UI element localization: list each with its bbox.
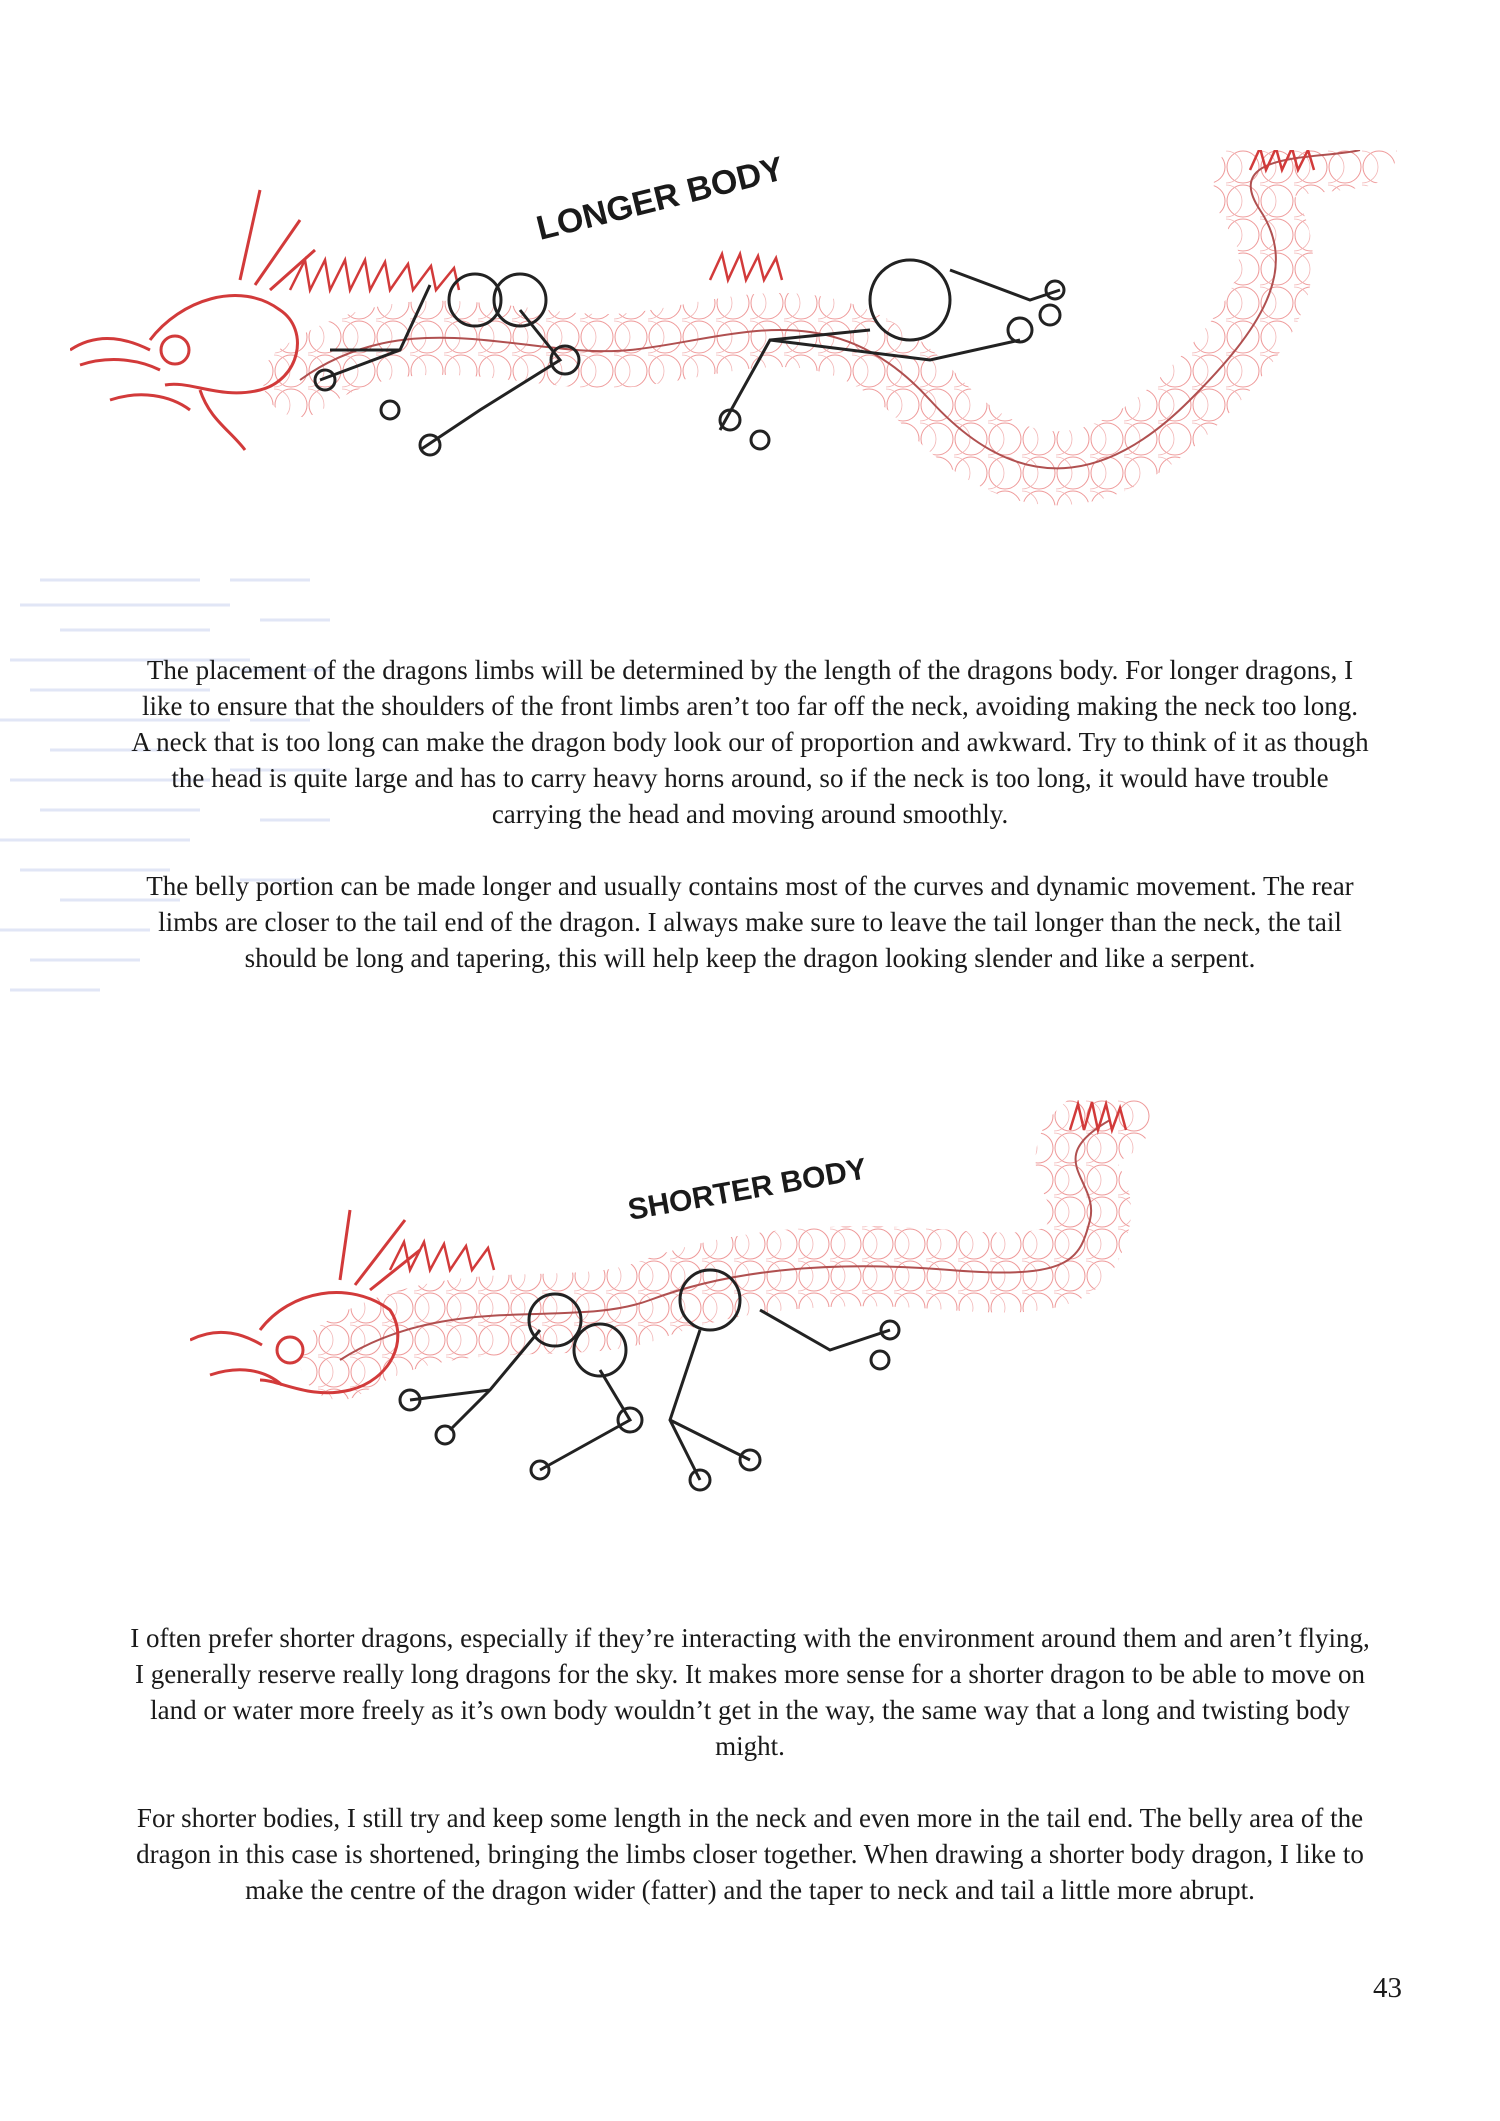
- longer-body-paragraph-1: The placement of the dragons limbs will be determined by the length of the dragons body. For longer dragons, I like to ensure that the shoulders of the front limbs aren’t too far off the neck, avoiding making the neck too long. A neck that is too long can make the dragon body look our of proportion and awkward. Try to think of it as though the head is quite large and has to carry heavy horns around, so if the neck is too long, it would have trouble carrying the head and moving around smoothly.: [131, 655, 1369, 829]
- shorter-body-dragon-illustration: [190, 1100, 1330, 1610]
- shorter-body-label: SHORTER BODY: [625, 1152, 870, 1227]
- longer-body-dragon-illustration: [70, 150, 1430, 650]
- longer-body-paragraph-2: The belly portion can be made longer and usually contains most of the curves and dynamic movement. The rear limbs are closer to the tail end of the dragon. I always make sure to leave the tail longer than the neck, the tail should be long and tapering, this will help keep the dragon looking slender and like a serpent.: [146, 871, 1354, 973]
- shorter-body-paragraph-1: I often prefer shorter dragons, especially if they’re interacting with the environment around them and aren’t flying, I generally reserve really long dragons for the sky. It makes more sense for a shorter dragon to be able to move on land or water more freely as it’s own body wouldn’t get in the way, the same way that a long and twisting body might.: [130, 1623, 1370, 1761]
- page-number: 43: [1373, 1972, 1402, 2004]
- shorter-body-text: [130, 1620, 1370, 1908]
- longer-body-label: LONGER BODY: [532, 150, 788, 248]
- shorter-body-paragraph-2: For shorter bodies, I still try and keep some length in the neck and even more in the tail end. The belly area of the dragon in this case is shortened, bringing the limbs closer together. When drawing a shorter body dragon, I like to make the centre of the dragon wider (fatter) and the taper to neck and tail a little more abrupt.: [136, 1803, 1364, 1905]
- longer-body-text: [130, 652, 1370, 976]
